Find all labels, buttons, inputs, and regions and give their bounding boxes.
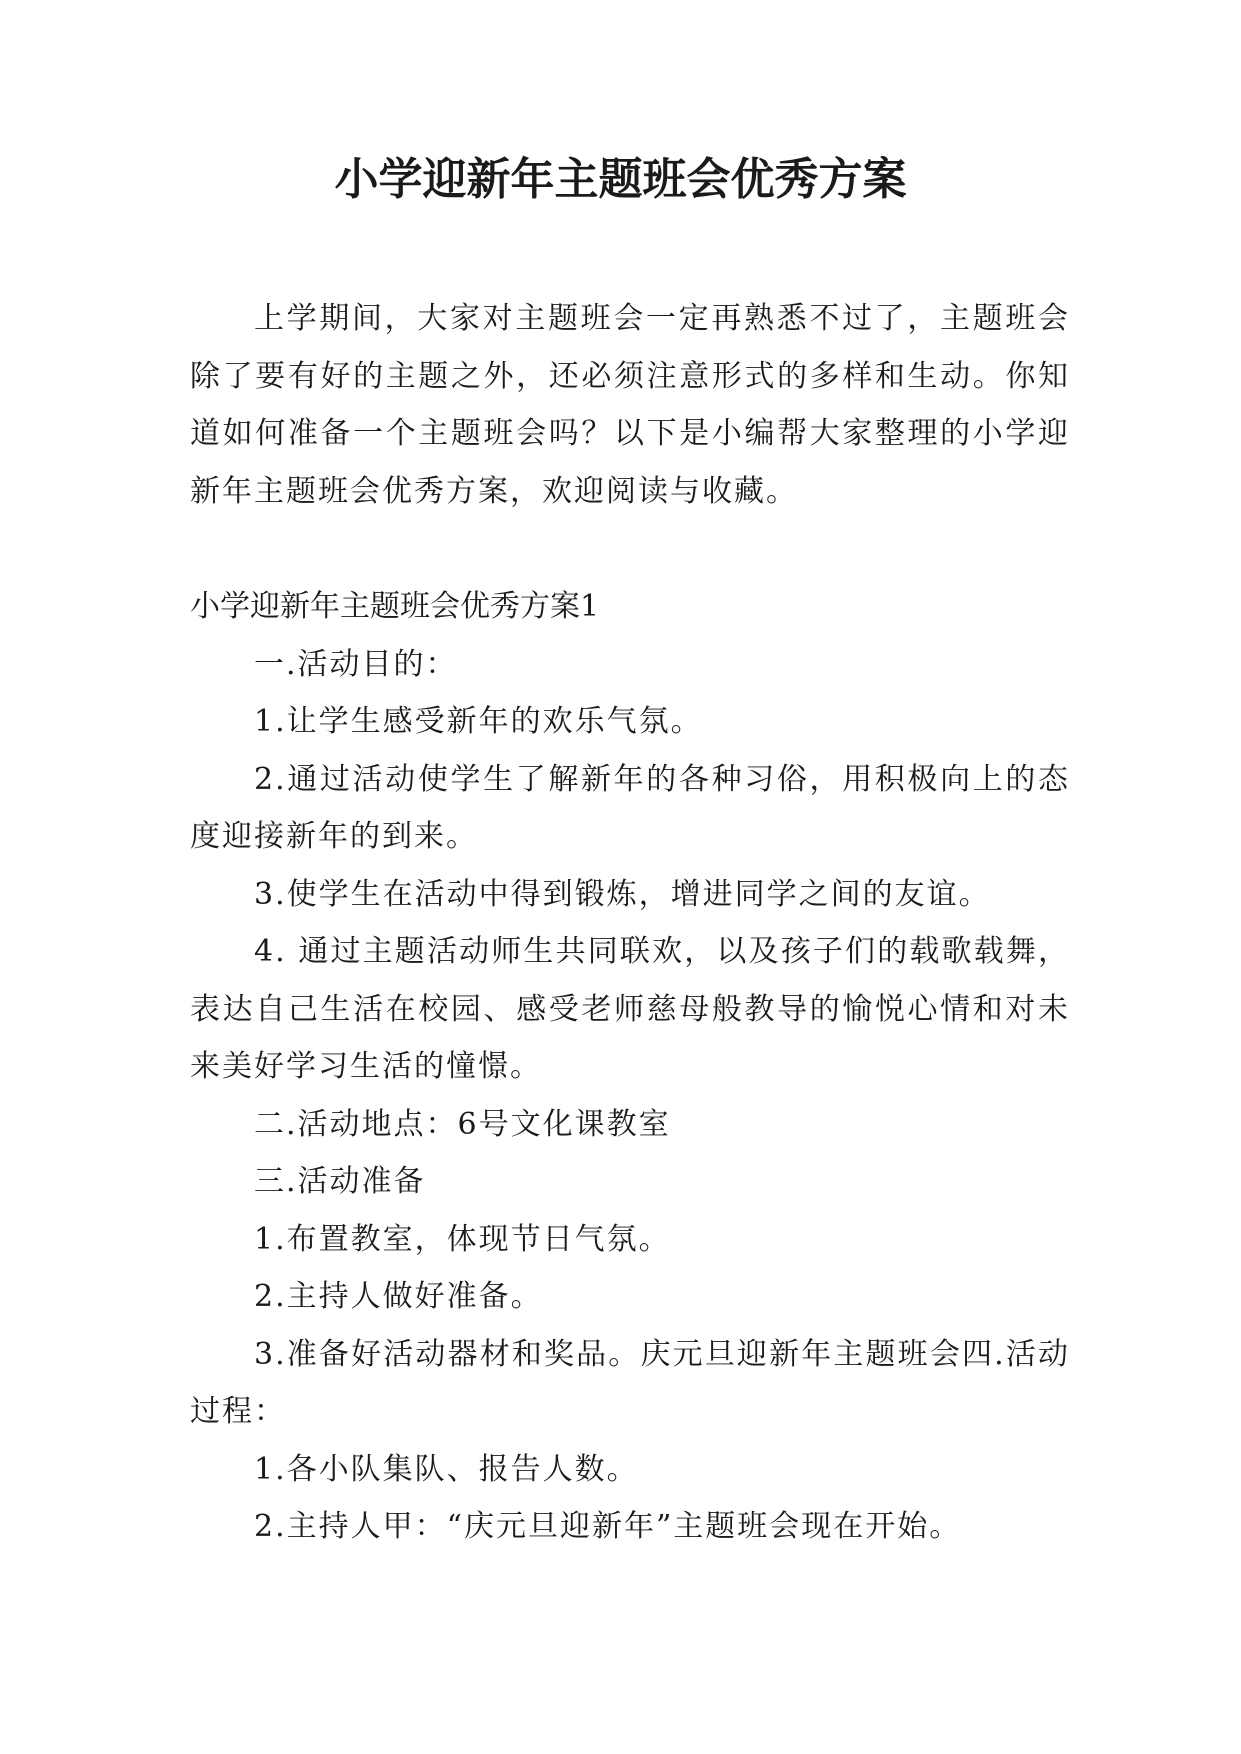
paragraph: 1.让学生感受新年的欢乐气氛。 [254,704,703,739]
paragraph: 3.使学生在活动中得到锻炼，增进同学之间的友谊。 [254,876,991,912]
paragraph: 4. 通过主题活动师生共同联欢，以及孩子们的载歌载舞，表达自己生活在校园、感受老师慈母般教导的愉悦心情和对未来美好学习生活的憧憬。 [190,934,1070,1084]
paragraph: 1.各小队集队、报告人数。 [254,1451,639,1487]
paragraph: 二.活动地点：6号文化课教室 [254,1106,671,1142]
paragraph: 2.通过活动使学生了解新年的各种习俗，用积极向上的态度迎接新年的到来。 [190,761,1070,854]
intro-paragraph: 上学期间，大家对主题班会一定再熟悉不过了，主题班会除了要有好的主题之外，还必须注意形式的多样和生动。你知道如何准备一个主题班会吗？以下是小编帮大家整理的小学迎新年主题班会优秀方案，欢迎阅读与收藏。 [190,301,1070,509]
paragraph: 三.活动准备 [254,1164,426,1199]
document-body [190,290,1070,1556]
paragraph: 2.主持人做好准备。 [254,1279,543,1314]
paragraph: 3.准备好活动器材和奖品。庆元旦迎新年主题班会四.活动过程： [190,1336,1070,1429]
paragraph: 2.主持人甲：“庆元旦迎新年”主题班会现在开始。 [254,1509,962,1544]
paragraph: 一.活动目的： [254,646,458,682]
document-title: 小学迎新年主题班会优秀方案 [334,154,907,205]
section-title: 小学迎新年主题班会优秀方案1 [190,589,600,624]
paragraph: 1.布置教室，体现节日气氛。 [254,1221,671,1257]
